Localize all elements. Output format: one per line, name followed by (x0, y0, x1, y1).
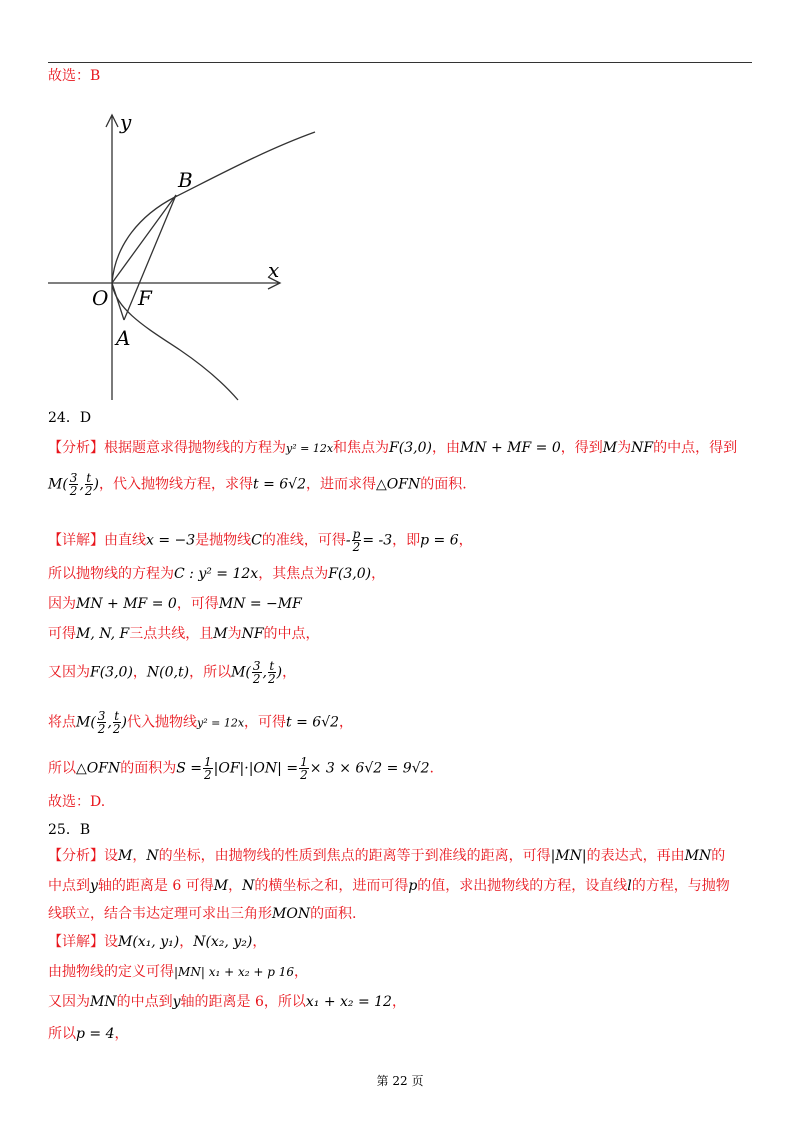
page-footer: 第 22 页 (376, 1074, 424, 1088)
q24-detail-line5: 又因为F(3,0)，N(0,t)，所以M( $\frac{3}{2}$ , $\frac{t}{2}$ )， (48, 659, 297, 686)
q24-detail-line1: 【详解】由直线x = −3是抛物线C的准线，可得- $\frac{p}{2}$ = -3，即p = 6， (48, 527, 473, 554)
parabola-lower (112, 283, 238, 400)
q24-analysis-line1: 【分析】根据题意求得抛物线的方程为y² = 12x和焦点为F(3,0)，由MN + MF = 0，得到M为NF的中点，得到 (48, 440, 738, 456)
q24-detail-line3: 因为MN + MF = 0，可得MN = −MF (48, 596, 302, 612)
q24-detail-line2: 所以抛物线的方程为C : y² = 12x，其焦点为F(3,0)， (48, 566, 386, 582)
q25-analysis-line2: 中点到y轴的距离是 6 可得M，N的横坐标之和，进而可得p的值，求出抛物线的方程，设直线l的方程，与抛物 (48, 878, 730, 894)
label-O: O (92, 286, 109, 310)
q25-analysis-line1: 【分析】设M，N的坐标，由抛物线的性质到焦点的距离等于到准线的距离，可得|MN|的表达式，再由MN的 (48, 848, 726, 864)
label-B: B (178, 168, 193, 192)
q24-analysis-line2: M( $\frac{3}{2}$ , $\frac{t}{2}$ )，代入抛物线方程，求得t = 6√2，进而求得△OFN的面积. (48, 471, 467, 498)
q25-analysis-line3: 线联立，结合韦达定理可求出三角形MON的面积. (48, 906, 357, 922)
q24-detail-line4: 可得M, N, F三点共线，且M为NF的中点， (48, 626, 320, 642)
q25-number: 25．B (48, 822, 91, 838)
q24-detail-line7: 所以△OFN的面积为S = $\frac{1}{2}$ |OF|·|ON| = $\frac{1}{2}$ × 3 × 6√2 = 9√2. (48, 755, 434, 782)
q25-detail-line4: 所以p = 4， (48, 1026, 129, 1042)
label-x: x (268, 258, 280, 282)
parabola-figure (40, 105, 340, 405)
parabola-curve (112, 132, 315, 283)
top-answer: 故选：B (48, 68, 101, 84)
segment-OA (112, 283, 124, 320)
q24-number: 24．D (48, 410, 92, 426)
label-y: y (120, 110, 132, 134)
q24-final: 故选：D. (48, 794, 106, 810)
q25-detail-line3: 又因为MN的中点到y轴的距离是 6，所以x₁ + x₂ = 12， (48, 994, 406, 1010)
q25-detail-line2: 由抛物线的定义可得|MN| x₁ + x₂ + p 16， (48, 964, 308, 980)
label-F: F (138, 286, 152, 310)
q25-detail-line1: 【详解】设M(x₁, y₁)，N(x₂, y₂)， (48, 934, 267, 950)
header-rule (48, 62, 752, 63)
q24-detail-line6: 将点M( $\frac{3}{2}$ , $\frac{t}{2}$ )代入抛物线y² = 12x，可得t = 6√2， (48, 709, 354, 736)
segment-OB (112, 195, 176, 283)
label-A: A (116, 326, 131, 350)
